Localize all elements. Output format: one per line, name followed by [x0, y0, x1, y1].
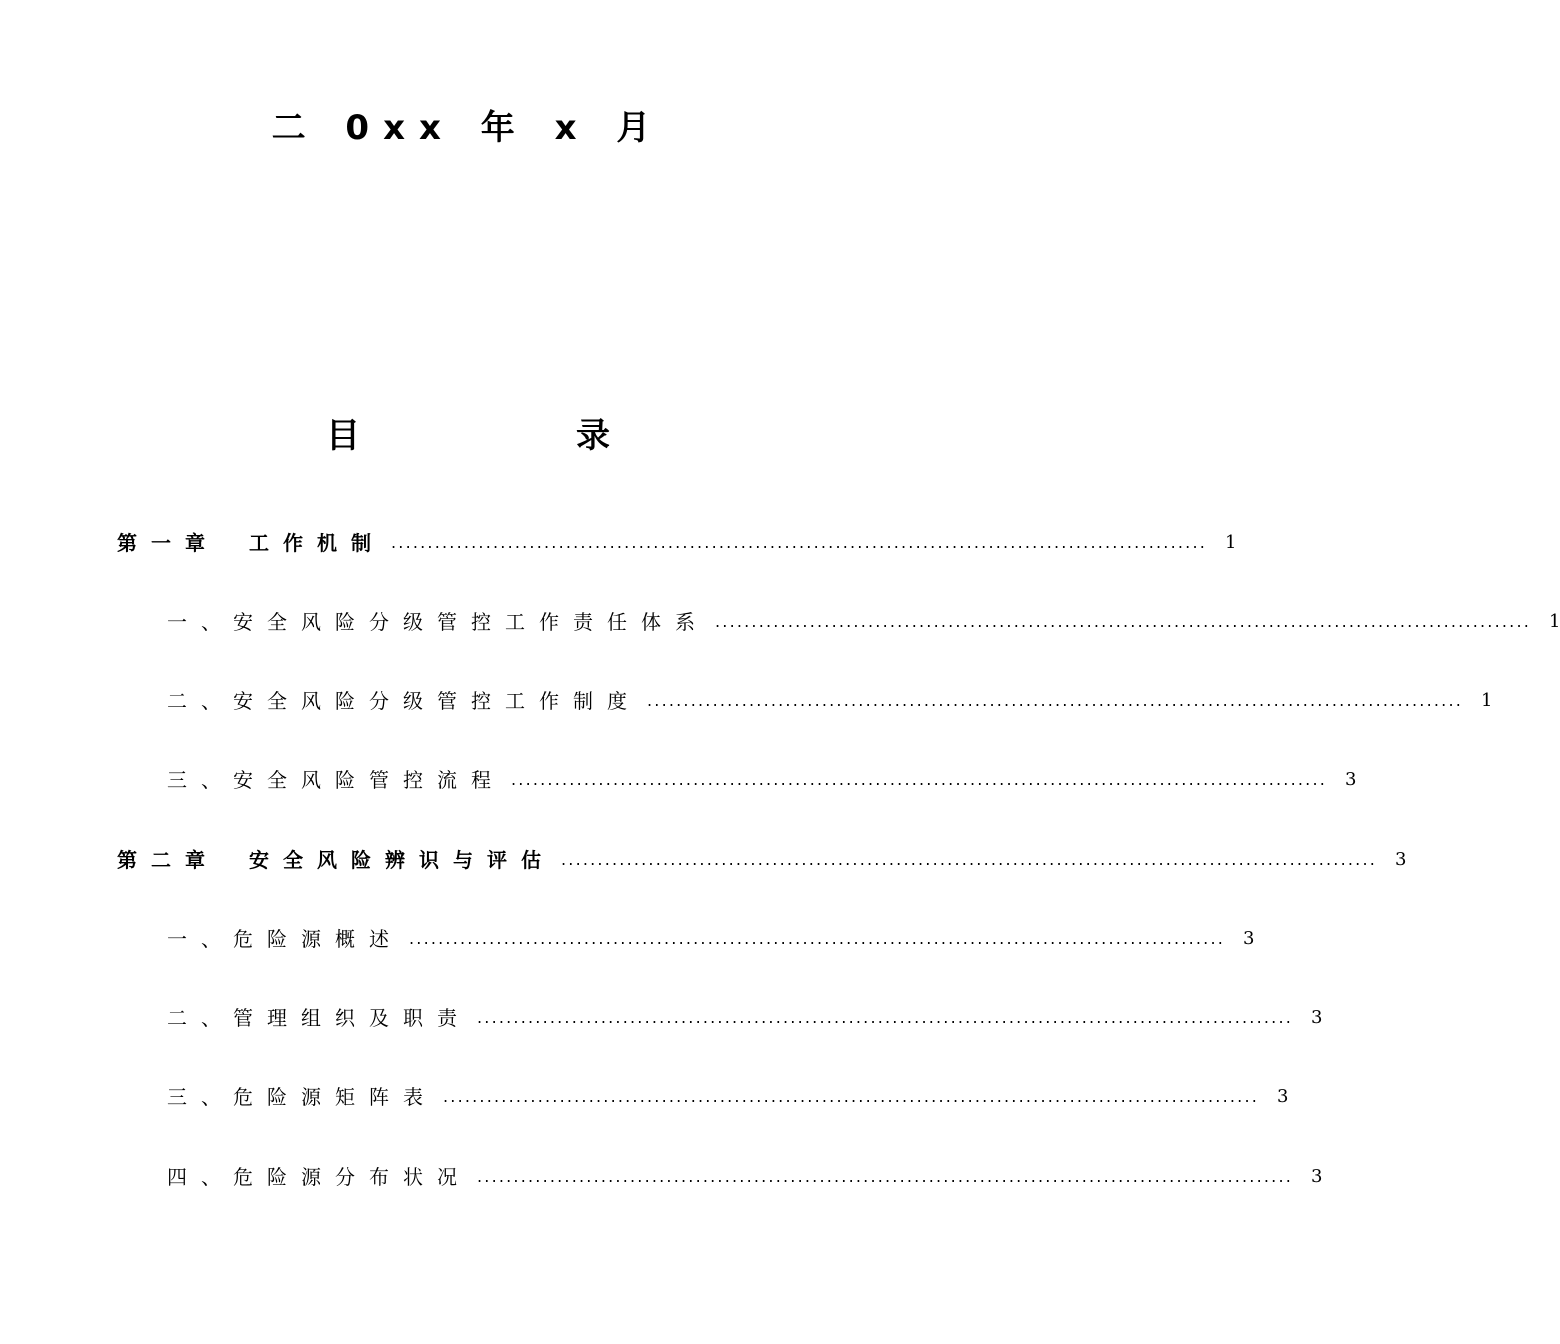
- toc-leader-dots: ................................................................................................................: [561, 850, 1378, 869]
- toc-entry-title: 危险源矩阵表: [233, 1085, 437, 1109]
- toc-leader-dots: ................................................................................................................: [715, 612, 1532, 631]
- toc-leader-dots: ................................................................................................................: [511, 770, 1328, 789]
- toc-entry-title: 安全风险分级管控工作责任体系: [233, 610, 709, 634]
- toc-entry-section-2-3[interactable]: [0, 1082, 1289, 1112]
- toc-entry-section-2-4[interactable]: [0, 1162, 1323, 1192]
- toc-entry-page: 1: [1549, 611, 1560, 632]
- toc-leader-dots: ................................................................................................................: [409, 929, 1226, 948]
- toc-entry-title: 安全风险辨识与评估: [249, 848, 555, 872]
- toc-heading-left: 目: [326, 416, 360, 456]
- toc-leader-dots: ................................................................................................................: [477, 1167, 1294, 1186]
- toc-entry-number: 一、: [167, 927, 235, 951]
- toc-entry-page: 1: [1481, 690, 1493, 711]
- toc-entry-number: 三、: [167, 1085, 235, 1109]
- toc-entry-number: 三、: [167, 768, 235, 792]
- toc-entry-title: 工作机制: [249, 531, 385, 555]
- toc-entry-section-1-1[interactable]: [0, 607, 1560, 637]
- toc-entry-page: 1: [1225, 532, 1237, 553]
- toc-entry-title: 安全风险管控流程: [233, 768, 505, 792]
- toc-entry-title: 危险源分布状况: [233, 1165, 471, 1189]
- toc-entry-page: 3: [1395, 849, 1407, 870]
- toc-entry-page: 3: [1311, 1166, 1323, 1187]
- toc-entry-chapter-2[interactable]: [0, 845, 1407, 875]
- toc-entry-page: 3: [1277, 1086, 1289, 1107]
- toc-entry-section-1-2[interactable]: [0, 686, 1493, 716]
- toc-entry-section-2-1[interactable]: [0, 924, 1255, 954]
- toc-entry-title: 危险源概述: [233, 927, 403, 951]
- toc-entry-chapter-1[interactable]: [0, 528, 1237, 558]
- toc-entry-number: 二、: [167, 1006, 235, 1030]
- toc-entry-number: 第二章: [117, 848, 219, 872]
- toc-entry-number: 四、: [167, 1165, 235, 1189]
- toc-leader-dots: ................................................................................................................: [647, 691, 1464, 710]
- toc-leader-dots: ................................................................................................................: [391, 533, 1208, 552]
- toc-entry-section-1-3[interactable]: [0, 765, 1357, 795]
- toc-entry-title: 管理组织及职责: [233, 1006, 471, 1030]
- toc-leader-dots: ................................................................................................................: [477, 1008, 1294, 1027]
- toc-entry-title: 安全风险分级管控工作制度: [233, 689, 641, 713]
- toc-leader-dots: ................................................................................................................: [443, 1087, 1260, 1106]
- toc-entry-page: 3: [1345, 769, 1357, 790]
- toc-entry-page: 3: [1243, 928, 1255, 949]
- toc-heading: [0, 412, 950, 460]
- toc-heading-right: 录: [576, 416, 610, 456]
- toc-entry-number: 二、: [167, 689, 235, 713]
- toc-entry-page: 3: [1311, 1007, 1323, 1028]
- toc-entry-number: 第一章: [117, 531, 219, 555]
- toc-entry-number: 一、: [167, 610, 235, 634]
- date-title: 二 0xx 年 x 月: [271, 108, 665, 148]
- toc-entry-section-2-2[interactable]: [0, 1003, 1323, 1033]
